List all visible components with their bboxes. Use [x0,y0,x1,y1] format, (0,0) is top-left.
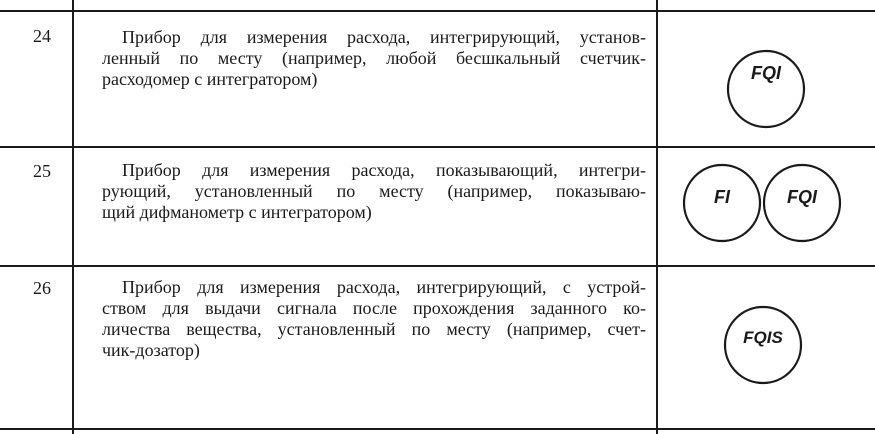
column-divider [72,0,74,434]
row-number: 24 [33,26,51,46]
description-line: Прибор для измерения расхода, интегрирующий, установ- [122,27,646,47]
row-description [102,160,646,223]
instrument-symbol-label: FQI [787,187,817,207]
table-bottom-border [0,428,875,430]
description-line: Прибор для измерения расхода, интегрирующий, с устрой- [122,277,646,297]
instrument-symbol-label: FQI [751,63,781,83]
description-line: ленный по месту (например, любой бесшкальный счетчик- [102,48,646,68]
description-line: расходомер с интегратором) [102,69,318,89]
instrument-symbol [721,44,811,134]
instrument-symbol-label: FI [714,187,730,207]
description-line: Прибор для измерения расхода, показывающий, интегри- [122,160,646,180]
row-number: 26 [33,278,51,298]
description-line: личества вещества, установленный по месту (например, счет- [102,319,646,339]
instrument-symbol [762,161,842,245]
table-top-border [0,10,875,12]
description-line: чик-дозатор) [102,340,200,360]
column-divider [656,0,658,434]
description-line: рующий, установленный по месту (например, показываю- [102,181,646,201]
description-line: щий дифманометр с интегратором) [102,202,372,222]
row-number: 25 [33,161,51,181]
row-divider [0,146,875,148]
row-divider [0,265,875,267]
instrument-symbol-label: FQIS [743,328,783,347]
instrument-symbol [682,161,762,245]
row-description [102,277,646,361]
description-line: ством для выдачи сигнала после прохождения заданного ко- [102,298,646,318]
row-description [102,27,646,90]
instrument-symbol [718,300,808,390]
